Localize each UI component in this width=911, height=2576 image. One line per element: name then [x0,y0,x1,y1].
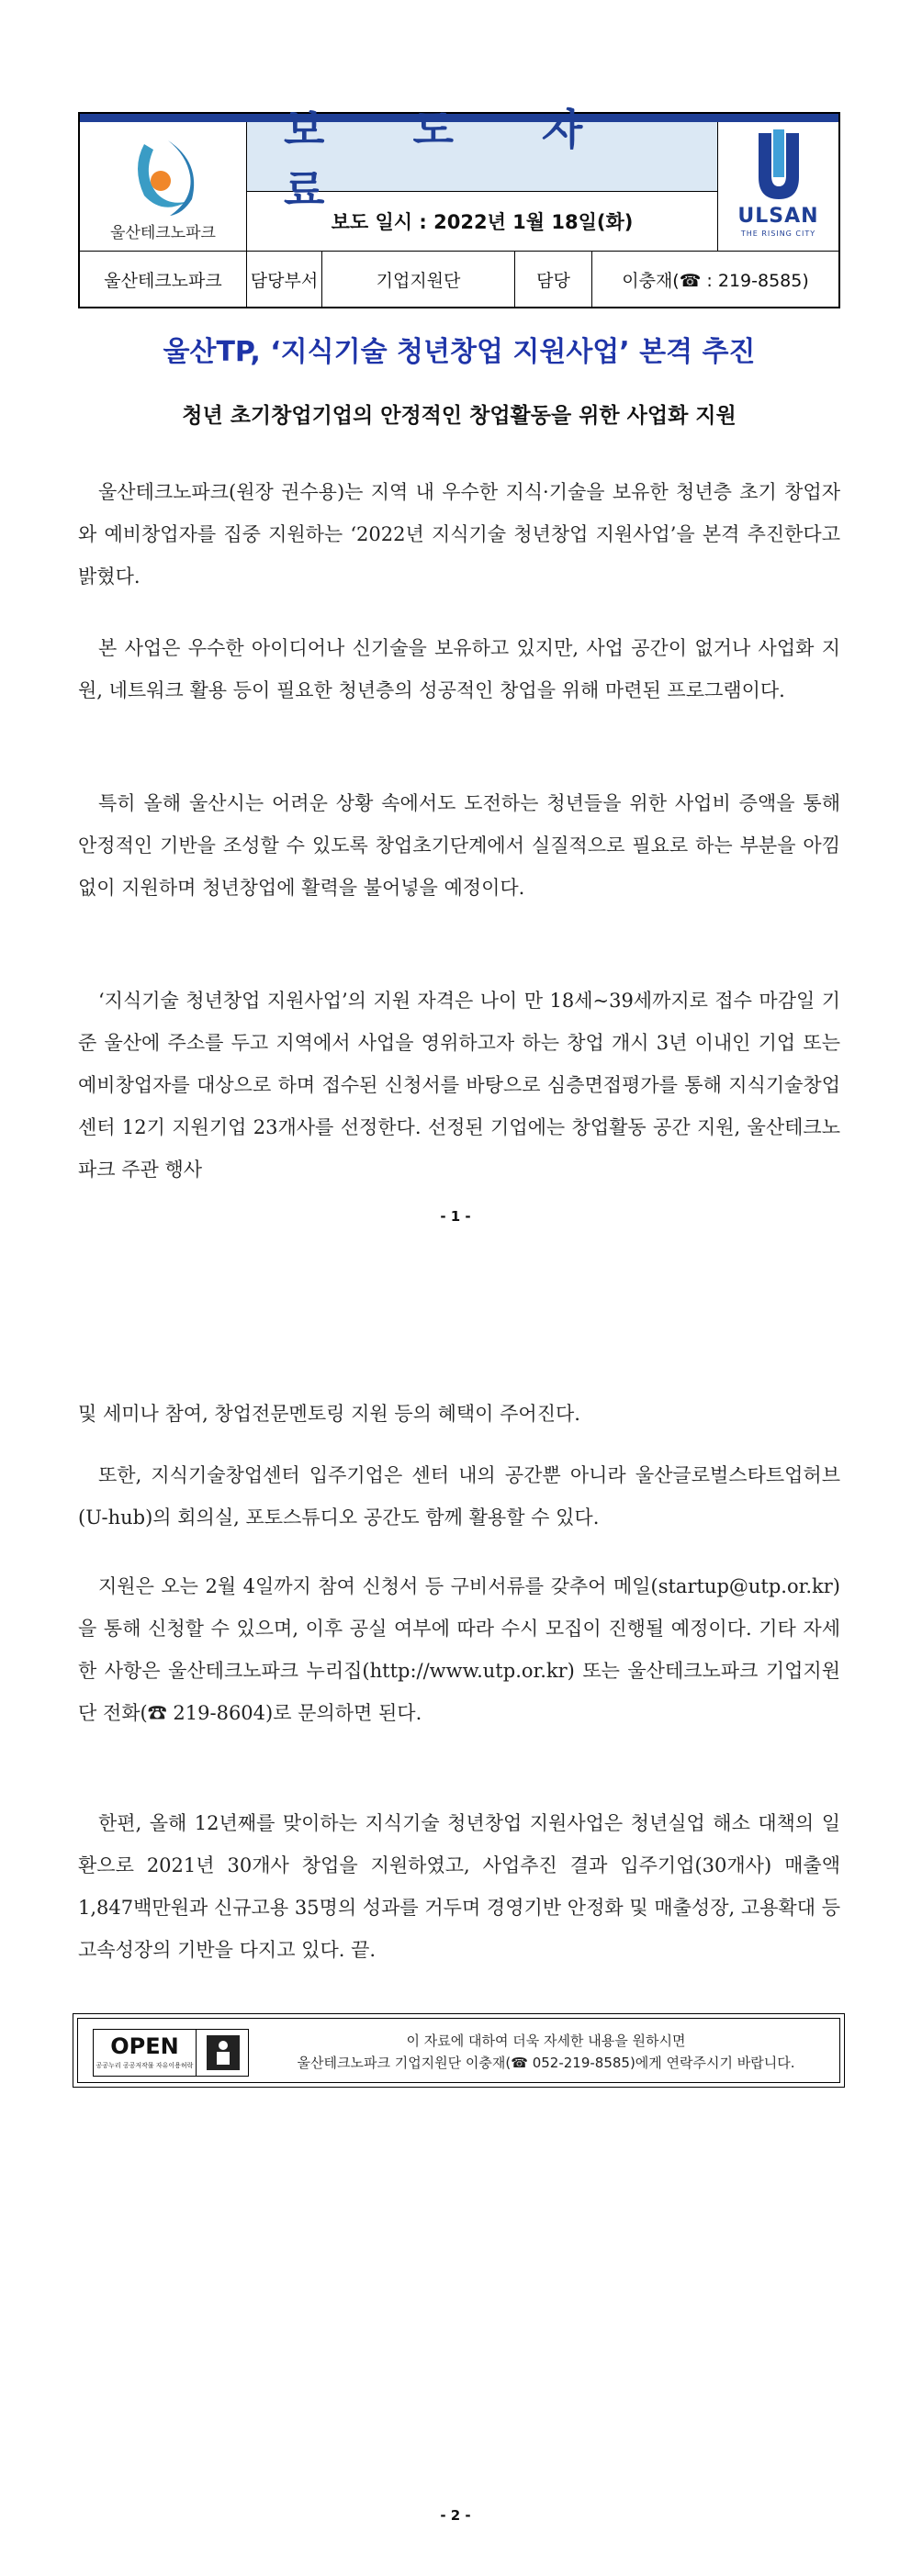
paragraph: 지원은 오는 2월 4일까지 참여 신청서 등 구비서류를 갖추어 메일(startup@utp.or.kr)을 통해 신청할 수 있으며, 이후 공실 여부에 따라 수시 모집이 진행될 예정이다. 기타 자세한 사항은 울산테크노파크 누리집(http://www.utp.or.kr) 또는 울산테크노파크 기업지원단 전화(☎ 219-8604)로 문의하면 된다. [78,1575,840,1724]
attribution-icon [197,2030,249,2076]
page-number: - 1 - [440,1208,471,1225]
paragraph: 특히 올해 울산시는 어려운 상황 속에서도 도전하는 청년들을 위한 사업비 증액을 통해 안정적인 기반을 조성할 수 있도록 창업초기단계에서 실질적으로 필요로 하는 부분을 아낌없이 지원하며 청년창업에 활력을 불어넣을 예정이다. [78,792,840,899]
org-logo [80,122,247,251]
open-label: OPEN [110,2033,179,2059]
contact-label: 담당 [515,252,592,307]
footer-contact-text: 이 자료에 대하여 더욱 자세한 내용을 원하시면 울산테크노파크 기업지원단 이충재(☎ 052-219-8585)에게 연락주시기 바랍니다. [297,2033,795,2071]
press-release-title: 보 도 자 료 [284,104,620,215]
kogl-open-badge [93,2029,249,2077]
ulsan-slogan: THE RISING CITY [740,230,816,238]
ulsan-wordmark: ULSAN [737,205,819,228]
paragraph: 및 세미나 참여, 창업전문멘토링 지원 등의 혜택이 주어진다. [78,1403,580,1425]
paragraph: 또한, 지식기술창업센터 입주기업은 센터 내의 공간뿐 아니라 울산글로벌스타트업허브(U-hub)의 회의실, 포토스튜디오 공간도 함께 활용할 수 있다. [78,1464,840,1529]
utp-logo-icon [80,122,247,223]
ulsan-city-logo [717,122,838,251]
paragraph: 한편, 올해 12년째를 맞이하는 지식기술 청년창업 지원사업은 청년실업 해소 대책의 일환으로 2021년 30개사 창업을 지원하였고, 사업추진 결과 입주기업(30개사) 매출액 1,847백만원과 신규고용 35명의 성과를 거두며 경영기반 안정화 및 매출성장, 고용확대 등 고속성장의 기반을 다지고 있다. 끝. [78,1812,840,1961]
dept-label: 담당부서 [247,252,322,307]
subheadline: 청년 초기창업기업의 안정적인 창업활동을 위한 사업화 지원 [182,404,737,428]
headline: 울산TP, ‘지식기술 청년창업 지원사업’ 본격 추진 [163,336,756,368]
page-number: - 2 - [440,2507,471,2524]
paragraph: 본 사업은 우수한 아이디어나 신기술을 보유하고 있지만, 사업 공간이 없거나 사업화 지원, 네트워크 활용 등이 필요한 청년층의 성공적인 창업을 위해 마련된 프로그램이다. [78,637,840,701]
contact-row [80,251,838,307]
dept-value: 기업지원단 [322,252,515,307]
paragraph: 울산테크노파크(원장 권수용)는 지역 내 우수한 지식·기술을 보유한 청년층 초기 창업자와 예비창업자를 집중 지원하는 ‘2022년 지식기술 청년창업 지원사업’을 본격 추진한다고 밝혔다. [78,481,840,588]
org-logo-text: 울산테크노파크 [110,224,216,242]
press-release-header [78,104,840,308]
contact-value: 이충재(☎ : 219-8585) [622,270,809,291]
org-cell: 울산테크노파크 [80,252,247,307]
contact-footer-box [73,2013,845,2088]
open-sub-label: 공공누리 공공저작물 자유이용허락 [96,2062,194,2069]
paragraph: ‘지식기술 청년창업 지원사업’의 지원 자격은 나이 만 18세~39세까지로 접수 마감일 기준 울산에 주소를 두고 지역에서 사업을 영위하고자 하는 창업 개시 3년 이내인 기업 또는 예비창업자를 대상으로 하며 접수된 신청서를 바탕으로 심층면접평가를 통해 지식기술창업센터 12기 지원기업 23개사를 선정한다. 선정된 기업에는 창업활동 공간 지원, 울산테크노파크 주관 행사 [78,990,840,1181]
ulsan-u-icon [718,122,839,205]
release-date: 보도 일시 : 2022년 1월 18일(화) [331,211,634,233]
title-cell [247,104,717,215]
